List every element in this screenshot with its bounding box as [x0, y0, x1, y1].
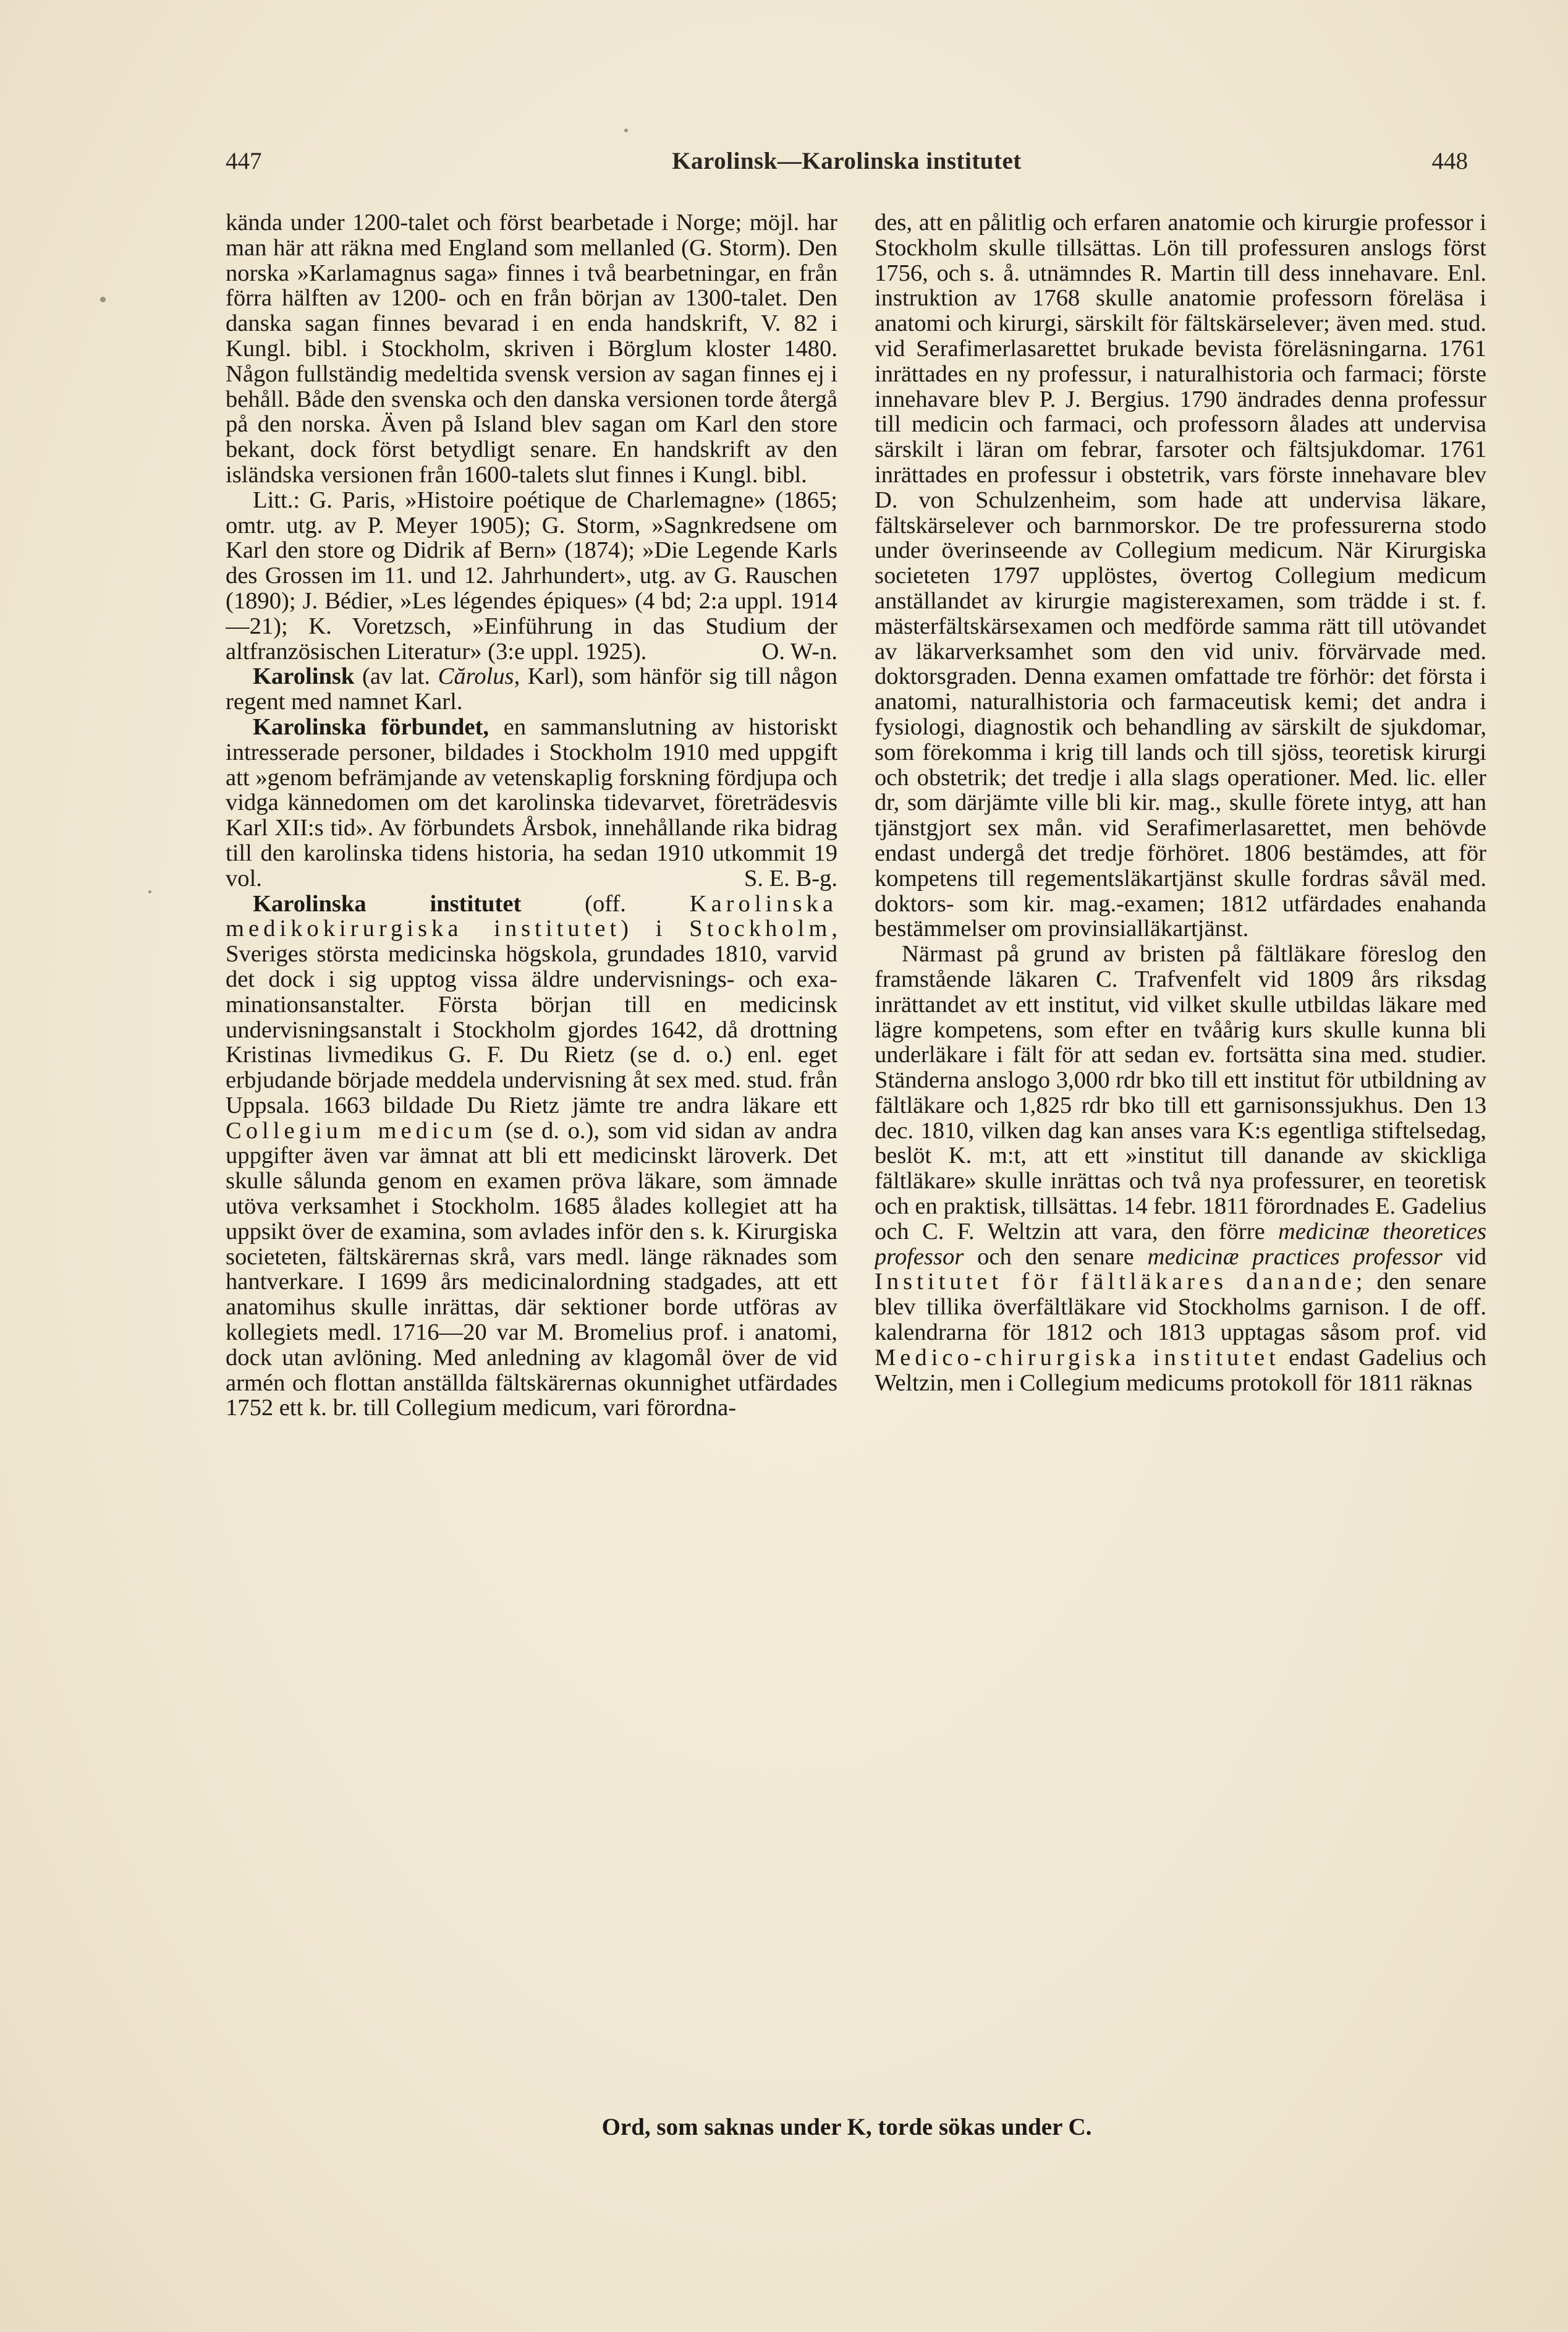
spaced-term: Medico-chirurgiska institutet: [875, 1344, 1280, 1371]
right-column: [875, 210, 1486, 2102]
spaced-term: Stockholm: [689, 916, 832, 942]
entry-karolinska-forbundet: [226, 715, 837, 892]
entry-headword: Karolinsk: [253, 663, 355, 690]
literature-text: Litt.: G. Paris, »Histoire poétique de Charlemagne» (1865; omtr. utg. av P. Meyer 1905); G. Storm, »Sagnkredsene om Karl den store og Didrik af Bern» (1874); »Die Legende Karls des Grossen im 11. und 12. Jahrhundert», utg. av G. Rauschen (1890); J. Bédier, »Les légendes épiques» (4 bd; 2:a uppl. 1914—21); K. Voretzsch, »Einführung in das Studium der altfranzösischen Literatur» (3:e uppl. 1925).: [226, 487, 837, 665]
paragraph-text: vid: [1442, 1243, 1486, 1270]
page-number-right: 448: [1431, 148, 1468, 174]
paragraph-text: ; den senare blev tillika överfältläkare vid Stockholms garnison. I de off. kalendrarna för 1812 och 1813 upptagas såsom prof. vid: [875, 1269, 1486, 1346]
spaced-term: Institutet för fältläkares danande: [875, 1269, 1356, 1295]
footer-note: Ord, som saknas under K, torde sökas under C.: [601, 2114, 1092, 2140]
entry-text: (off.: [521, 890, 690, 917]
institute-founding-paragraph: [875, 942, 1486, 1395]
entry-karolinska-institutet: [226, 892, 837, 1421]
paragraph-text: endast Gadelius och Weltzin, men i Collegium medicums protokoll för 1811 räknas: [875, 1344, 1486, 1396]
paragraph-text: Närmast på grund av bristen på fältläkare föreslog den framstående läkaren C. Trafvenfelt vid 1809 års riksdag inrättandet av ett institut, vid vilket skulle utbildas läkare med lägre kompetens, som efter en tvåårig kurs skulle kunna bli underläkare i fält för att sedan ev. fortsätta sina med. studier. Ständerna anslogo 3,000 rdr bko till ett institut för utbildning av fältläkare och 1,825 rdr bko till ett garnisonssjukhus. Den 13 dec. 1810, vilken dag kan anses vara K:s egentliga stiftelsedag, beslöt K. m:t, att ett »institut till danande av skickliga fältläkare» skulle inrättas och två nya professurer, en teoretisk och en praktisk, tillsättas. 14 febr. 1811 förordnades E. Gadelius och C. F. Weltzin att vara, den förre: [875, 941, 1486, 1245]
entry-text: , Sveriges största medicinska högskola, grundades 1810, varvid det dock i sig upptog vissa äldre undervisnings- och examinationsanstalter. Första början till en medicinsk undervisningsanstalt i Stockholm gjordes 1642, då drottning Kristinas livmedikus G. F. Du Rietz (se d. o.) enl. eget erbjudande började meddela undervisning åt sex med. stud. från Uppsala. 1663 bildade Du Rietz jämte tre andra läkare ett: [226, 916, 837, 1118]
entry-karolinsk: [226, 664, 837, 715]
entry-text: en sammanslutning av historiskt intresserade personer, bildades i Stockholm 1910 med uppgift att »genom befrämjande av vetenskaplig forskning fördjupa och vidga kännedomen om det karolinska tidevarvet, företrädesvis Karl XII:s tid». Av förbundets Årsbok, innehållande rika bidrag till den karolinska tidens historia, ha sedan 1910 utkommit 19 vol.: [226, 713, 837, 892]
spaced-term: Karolinska medikokirurgiska institutet: [226, 890, 837, 942]
latin-title: medicinæ theoretices professor: [875, 1218, 1486, 1270]
literature-paragraph: [226, 488, 837, 665]
spaced-term: Collegium medicum: [226, 1117, 498, 1144]
print-speck: [624, 129, 628, 132]
print-speck: [100, 297, 106, 302]
entry-headword: Karolinska institutet: [253, 890, 522, 917]
entry-text: ) i: [621, 916, 690, 942]
page-number-left: 447: [226, 148, 262, 174]
entry-text: , Karl), som hänför sig till någon regent med namnet Karl.: [226, 663, 837, 715]
latin-title: medicinæ practices professor: [1147, 1243, 1443, 1270]
entry-headword: Karolinska förbundet,: [253, 713, 489, 740]
paragraph-text: och den senare: [964, 1243, 1148, 1270]
author-signature: O. W-n.: [761, 638, 837, 665]
author-signature: S. E. B-g.: [744, 865, 837, 892]
left-column: [226, 210, 837, 2102]
running-head: [226, 147, 1468, 184]
running-title: Karolinsk—Karolinska institutet: [672, 148, 1022, 174]
karlamagnus-saga-paragraph: kända under 1200-talet och först bearbetade i Norge; möjl. har man här att räkna med England som mellanled (G. Storm). Den norska »Karlamagnus saga» finnes i två bearbetningar, en från förra hälften av 1200- och en från början av 1300-talet. Den danska sagan finnes bevarad i en enda handskrift, V. 82 i Kungl. bibl. i Stockholm, skriven i Börglum kloster 1480. Någon fullständig medeltida svensk version av sagan finnes ej i behåll. Både den svenska och den danska versionen torde återgå på den norska. Även på Island blev sagan om Karl den store bekant, dock först betydligt senare. En handskrift av den isländska versionen från 1600-talets slut finnes i Kungl. bibl.: [226, 210, 837, 488]
entry-text: (av lat.: [354, 663, 438, 690]
print-speck: [148, 890, 151, 893]
entry-italic: Cărolus: [438, 663, 514, 690]
professorship-paragraph: des, att en pålitlig och erfaren anatomie och kirurgie professor i Stockholm skulle tillsättas. Lön till professuren anslogs först 1756, och s. å. utnämndes R. Martin till dess innehavare. Enl. instruktion av 1768 skulle anatomie professorn föreläsa i anatomi och kirurgi, särskilt för fältskärselever; även med. stud. vid Serafimerlasarettet brukade bevista föreläsningarna. 1761 inrättades en ny professur, i naturalhistoria och farmaci; förste innehavare blev P. J. Bergius. 1790 ändrades denna professur till medicin och farmaci, och professorn ålades att undervisa särskilt i läran om febrar, farsoter och fältsjukdomar. 1761 inrättades en professur i obstetrik, vars förste innehavare blev D. von Schulzenheim, som hade att undervisa läkare, fältskärselever och barnmorskor. De tre professurerna stodo under överinseende av Collegium medicum. När Kirurgiska societeten 1797 upplöstes, övertog Collegium medicum anställandet av kirurgie magisterexamen, som trädde i st. f. mästerfältskärsexamen och medförde samma rätt till utövandet av läkarverksamhet som den vid univ. förvärvade med. doktorsgraden. Denna examen omfattade tre förhör: det första i anatomi, naturalhistoria och farmaceutisk kemi; det andra i fysiologi, diagnostik och behandling av särskilt de sjukdomar, som förekomma i krig till lands och till sjöss, teoretisk kirurgi och obstetrik; det tredje i alla slags operationer. Med. lic. eller dr, som därjämte ville bli kir. mag., skulle förete intyg, att han tjänstgjort sex mån. vid Serafimerlasarettet, men behövde endast undergå det tredje förhöret. 1806 bestämdes, att för kompetens till regementsläkartjänst skulle fordras såväl med. doktors- som kir. mag.-examen; 1812 utfärdades enahanda bestämmelser om provinsialläkartjänst.: [875, 210, 1486, 942]
entry-text: (se d. o.), som vid sidan av andra uppgifter även var ämnat att bli ett medicinskt läroverk. Det skulle sålunda genom en examen pröva läkare, som ämnade utöva verksamhet i Stockholm. 1685 ålades kollegiet att ha uppsikt över de examina, som avlades inför den s. k. Kirurgiska societeten, fältskärernas skrå, vars medl. länge räknades som hantverkare. I 1699 års medicinalordning stadgades, att ett anatomihus skulle inrättas, där sektioner borde utföras av kollegiets medl. 1716—20 var M. Bromelius prof. i anatomi, dock utan avlöning. Med anledning av klagomål över de vid armén och flottan anställda fältskärernas okunnighet utfärdades 1752 ett k. br. till Collegium medicum, vari förordna-: [226, 1117, 837, 1421]
